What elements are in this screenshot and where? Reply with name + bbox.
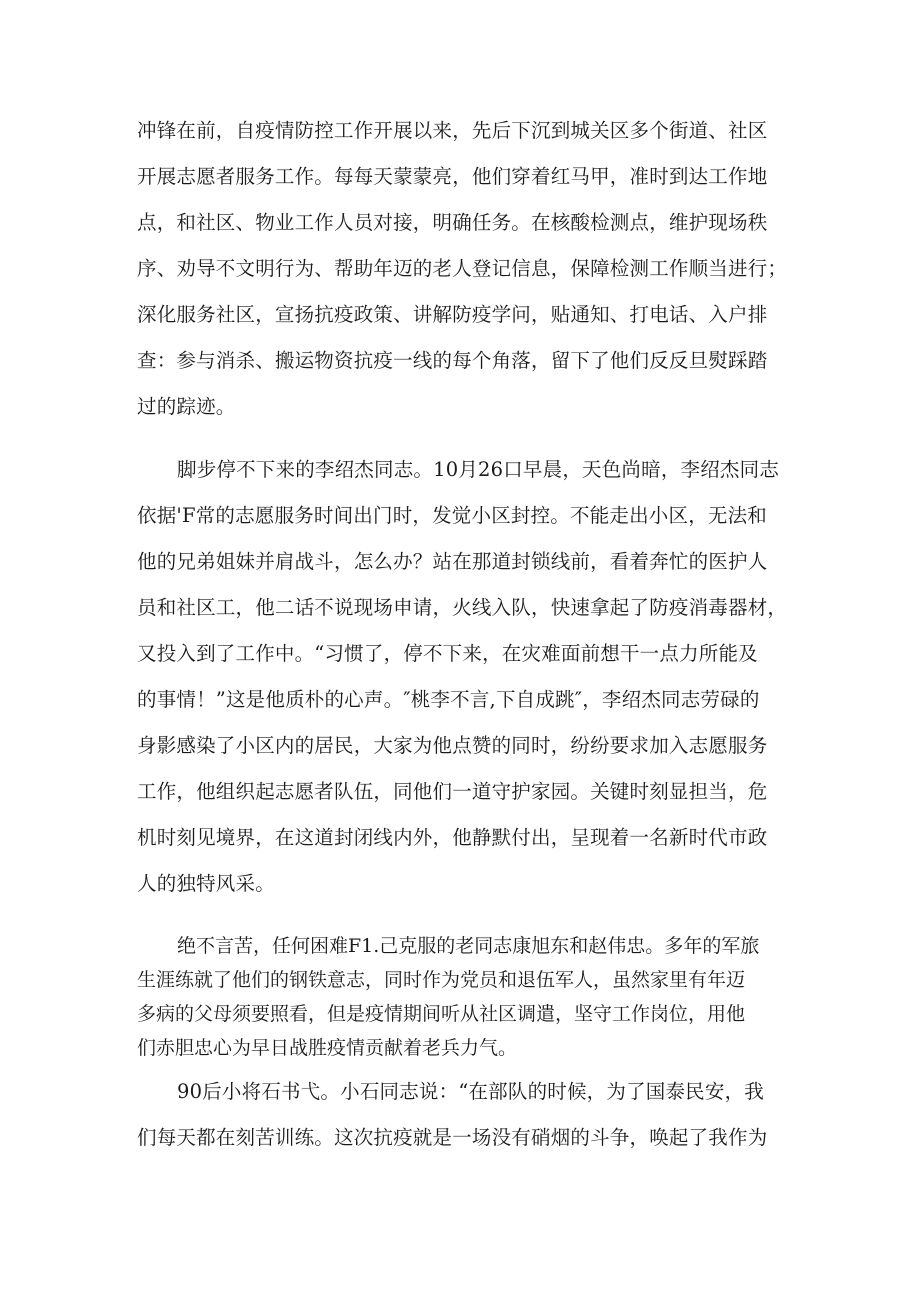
paragraph-2-line-10: 人的独特风采。 (137, 872, 275, 895)
paragraph-2-line-1: 脚步停不下来的李绍杰同志。10月26口早晨，天色尚暗，李绍杰同志 (177, 458, 780, 481)
paragraph-1-line-1: 冲锋在前，自疫情防控工作开展以来，先后下沉到城关区多个街道、社区 (137, 119, 768, 142)
paragraph-1-line-5: 深化服务社区，宣扬抗疫政策、讲解防疫学问，贴通知、打电话、入户排 (137, 303, 768, 326)
paragraph-3-line-2: 生涯练就了他们的钢铁意志，同时作为党员和退伍军人，虽然家里有年迈 (137, 969, 746, 991)
paragraph-4-line-2: 们每天都在刻苦训练。这次抗疫就是一场没有硝烟的斗争，唤起了我作为 (137, 1126, 768, 1149)
paragraph-2-line-7: 身影感染了小区内的居民，大家为他点赞的同时，纷纷要求加入志愿服务 (137, 734, 768, 757)
paragraph-4-line-1: 90后小将石书弋。小石同志说：“在部队的时候，为了国泰民安，我 (177, 1080, 764, 1103)
paragraph-2-line-9: 机时刻见境界，在这道封闭线内外，他静默付出，呈现着一名新时代市政 (137, 826, 768, 849)
paragraph-2-line-8: 工作，他组织起志愿者队伍，同他们一道守护家园。关键时刻显担当，危 (137, 780, 768, 803)
paragraph-2-line-3: 他的兄弟姐妹并肩战斗，怎么办？站在那道封锁线前，看着奔忙的医护人 (137, 550, 768, 573)
paragraph-3-line-3: 多病的父母须要照看，但是疫情期间听从社区调遣，坚守工作岗位，用他 (137, 1003, 746, 1025)
paragraph-1-line-6: 查：参与消杀、搬运物资抗疫一线的每个角落，留下了他们反反旦熨踩踏 (137, 349, 768, 372)
paragraph-1-line-4: 序、劝导不文明行为、帮助年迈的老人登记信息，保障检测工作顺当进行； (137, 257, 788, 280)
paragraph-2-line-2: 依据'F常的志愿服务时间出门时，发觉小区封控。不能走出小区，无法和 (137, 504, 767, 527)
paragraph-1-line-3: 点，和社区、物业工作人员对接，明确任务。在核酸检测点，维护现场秩 (137, 211, 768, 234)
paragraph-2-line-5: 又投入到了工作中。“习惯了，停不下来，在灾难面前想干一点力所能及 (137, 642, 758, 665)
paragraph-1-line-2: 开展志愿者服务工作。每每天蒙蒙亮，他们穿着红马甲，准时到达工作地 (137, 165, 768, 188)
paragraph-2-line-4: 员和社区工，他二话不说现场申请，火线入队，快速拿起了防疫消毒器材， (137, 596, 788, 619)
paragraph-3-line-4: 们赤胆忠心为早日战胜疫情贡献着老兵力气。 (137, 1037, 518, 1059)
paragraph-2-line-6: 的事情！”这是他质朴的心声。″桃李不言,下自成跳″，李绍杰同志劳碌的 (137, 688, 760, 711)
paragraph-1-line-7: 过的踪迹。 (137, 395, 236, 418)
paragraph-3-line-1: 绝不言苦，任何困难F1.己克服的老同志康旭东和赵伟忠。多年的军旅 (177, 935, 760, 957)
